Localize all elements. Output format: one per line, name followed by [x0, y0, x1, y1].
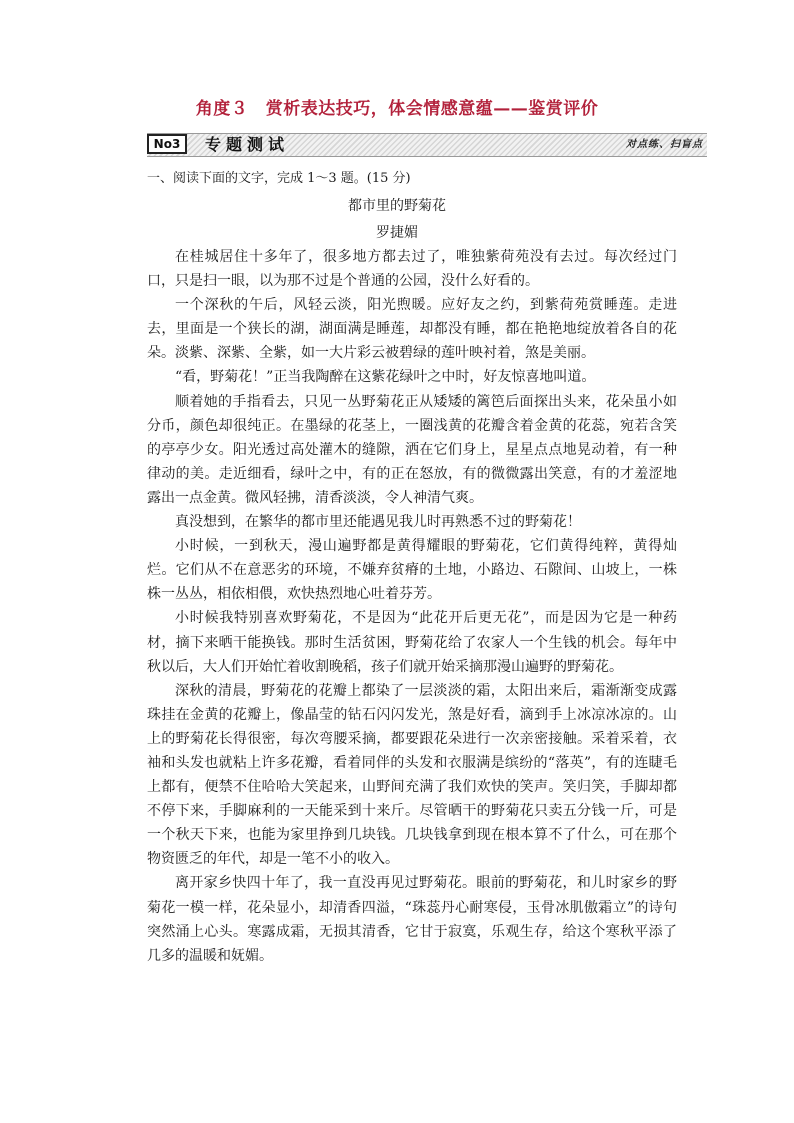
paragraph: “看，野菊花！”正当我陶醉在这紫花绿叶之中时，好友惊喜地叫道。 [175, 369, 596, 386]
section-number-badge: No3 [147, 134, 187, 154]
article-body [147, 245, 677, 968]
paragraph: 真没想到，在繁华的都市里还能遇见我儿时再熟悉不过的野菊花！ [175, 514, 581, 531]
paragraph: 在桂城居住十多年了，很多地方都去过了，唯独紫荷苑没有去过。每次经过门口，只是扫一眼，以为那不过是个普通的公园，没什么好看的。 [147, 249, 677, 290]
banner-slogan: 对点练、扫盲点 [626, 139, 703, 150]
paragraph: 顺着她的手指看去，只见一丛野菊花正从矮矮的篱笆后面探出头来，花朵虽小如分币，颜色却很纯正。在墨绿的花茎上，一圈浅黄的花瓣含着金黄的花蕊，宛若含笑的亭亭少女。阳光透过高处灌木的缝隙，洒在它们身上，星星点点地晃动着，有一种律动的美。走近细看，绿叶之中，有的正在怒放，有的微微露出笑意，有的才羞涩地露出一点金黄。微风轻拂，清香淡淡，令人神清气爽。 [147, 393, 677, 506]
page-title: 角度３ 赏析表达技巧，体会情感意蕴——鉴赏评价 [195, 99, 599, 119]
section-label: 专题测试 [205, 135, 290, 154]
paragraph: 深秋的清晨，野菊花的花瓣上都染了一层淡淡的霜，太阳出来后，霜渐渐变成露珠挂在金黄的花瓣上，像晶莹的钻石闪闪发光，煞是好看，滴到手上冰凉冰凉的。山上的野菊花长得很密，每次弯腰采摘，都要跟花朵进行一次亲密接触。采着采着，衣袖和头发也就粘上许多花瓣，看着同伴的头发和衣服满是缤纷的“落英”，有的连睫毛上都有，便禁不住哈哈大笑起来，山野间充满了我们欢快的笑声。笑归笑，手脚却都不停下来，手脚麻利的一天能采到十来斤。尽管晒干的野菊花只卖五分钱一斤，可是一个秋天下来，也能为家里挣到几块钱。几块钱拿到现在根本算不了什么，可在那个物资匮乏的年代，却是一笔不小的收入。 [147, 682, 677, 868]
paragraph: 一个深秋的午后，风轻云淡，阳光煦暖。应好友之约，到紫荷苑赏睡莲。走进去，里面是一个狭长的湖，湖面满是睡莲，却都没有睡，都在艳艳地绽放着各自的花朵。淡紫、深紫、全紫，如一大片彩云被碧绿的莲叶映衬着，煞是美丽。 [147, 297, 677, 362]
question-instruction: 一、阅读下面的文字，完成 1～3 题。(15 分) [147, 171, 411, 186]
article-author: 罗捷媚 [376, 225, 418, 241]
paragraph: 离开家乡快四十年了，我一直没再见过野菊花。眼前的野菊花，和儿时家乡的野菊花一模一样，花朵显小，却清香四溢，“珠蕊丹心耐寒侵，玉骨冰肌傲霜立”的诗句突然涌上心头。寒露成霜，无损其清香，它甘于寂寞，乐观生存，给这个寒秋平添了几多的温暖和妩媚。 [147, 875, 677, 964]
paragraph: 小时候，一到秋天，漫山遍野都是黄得耀眼的野菊花，它们黄得纯粹，黄得灿烂。它们从不在意恶劣的环境，不嫌弃贫瘠的土地，小路边、石隙间、山坡上，一株株一丛丛，相依相偎，欢快热烈地心吐着芬芳。 [147, 538, 677, 603]
section-banner [147, 133, 707, 157]
paragraph: 小时候我特别喜欢野菊花，不是因为“此花开后更无花”，而是因为它是一种药材，摘下来晒干能换钱。那时生活贫困，野菊花给了农家人一个生钱的机会。每年中秋以后，大人们开始忙着收割晚稻，孩子们就开始采摘那漫山遍野的野菊花。 [147, 610, 677, 675]
article-title: 都市里的野菊花 [348, 198, 446, 214]
